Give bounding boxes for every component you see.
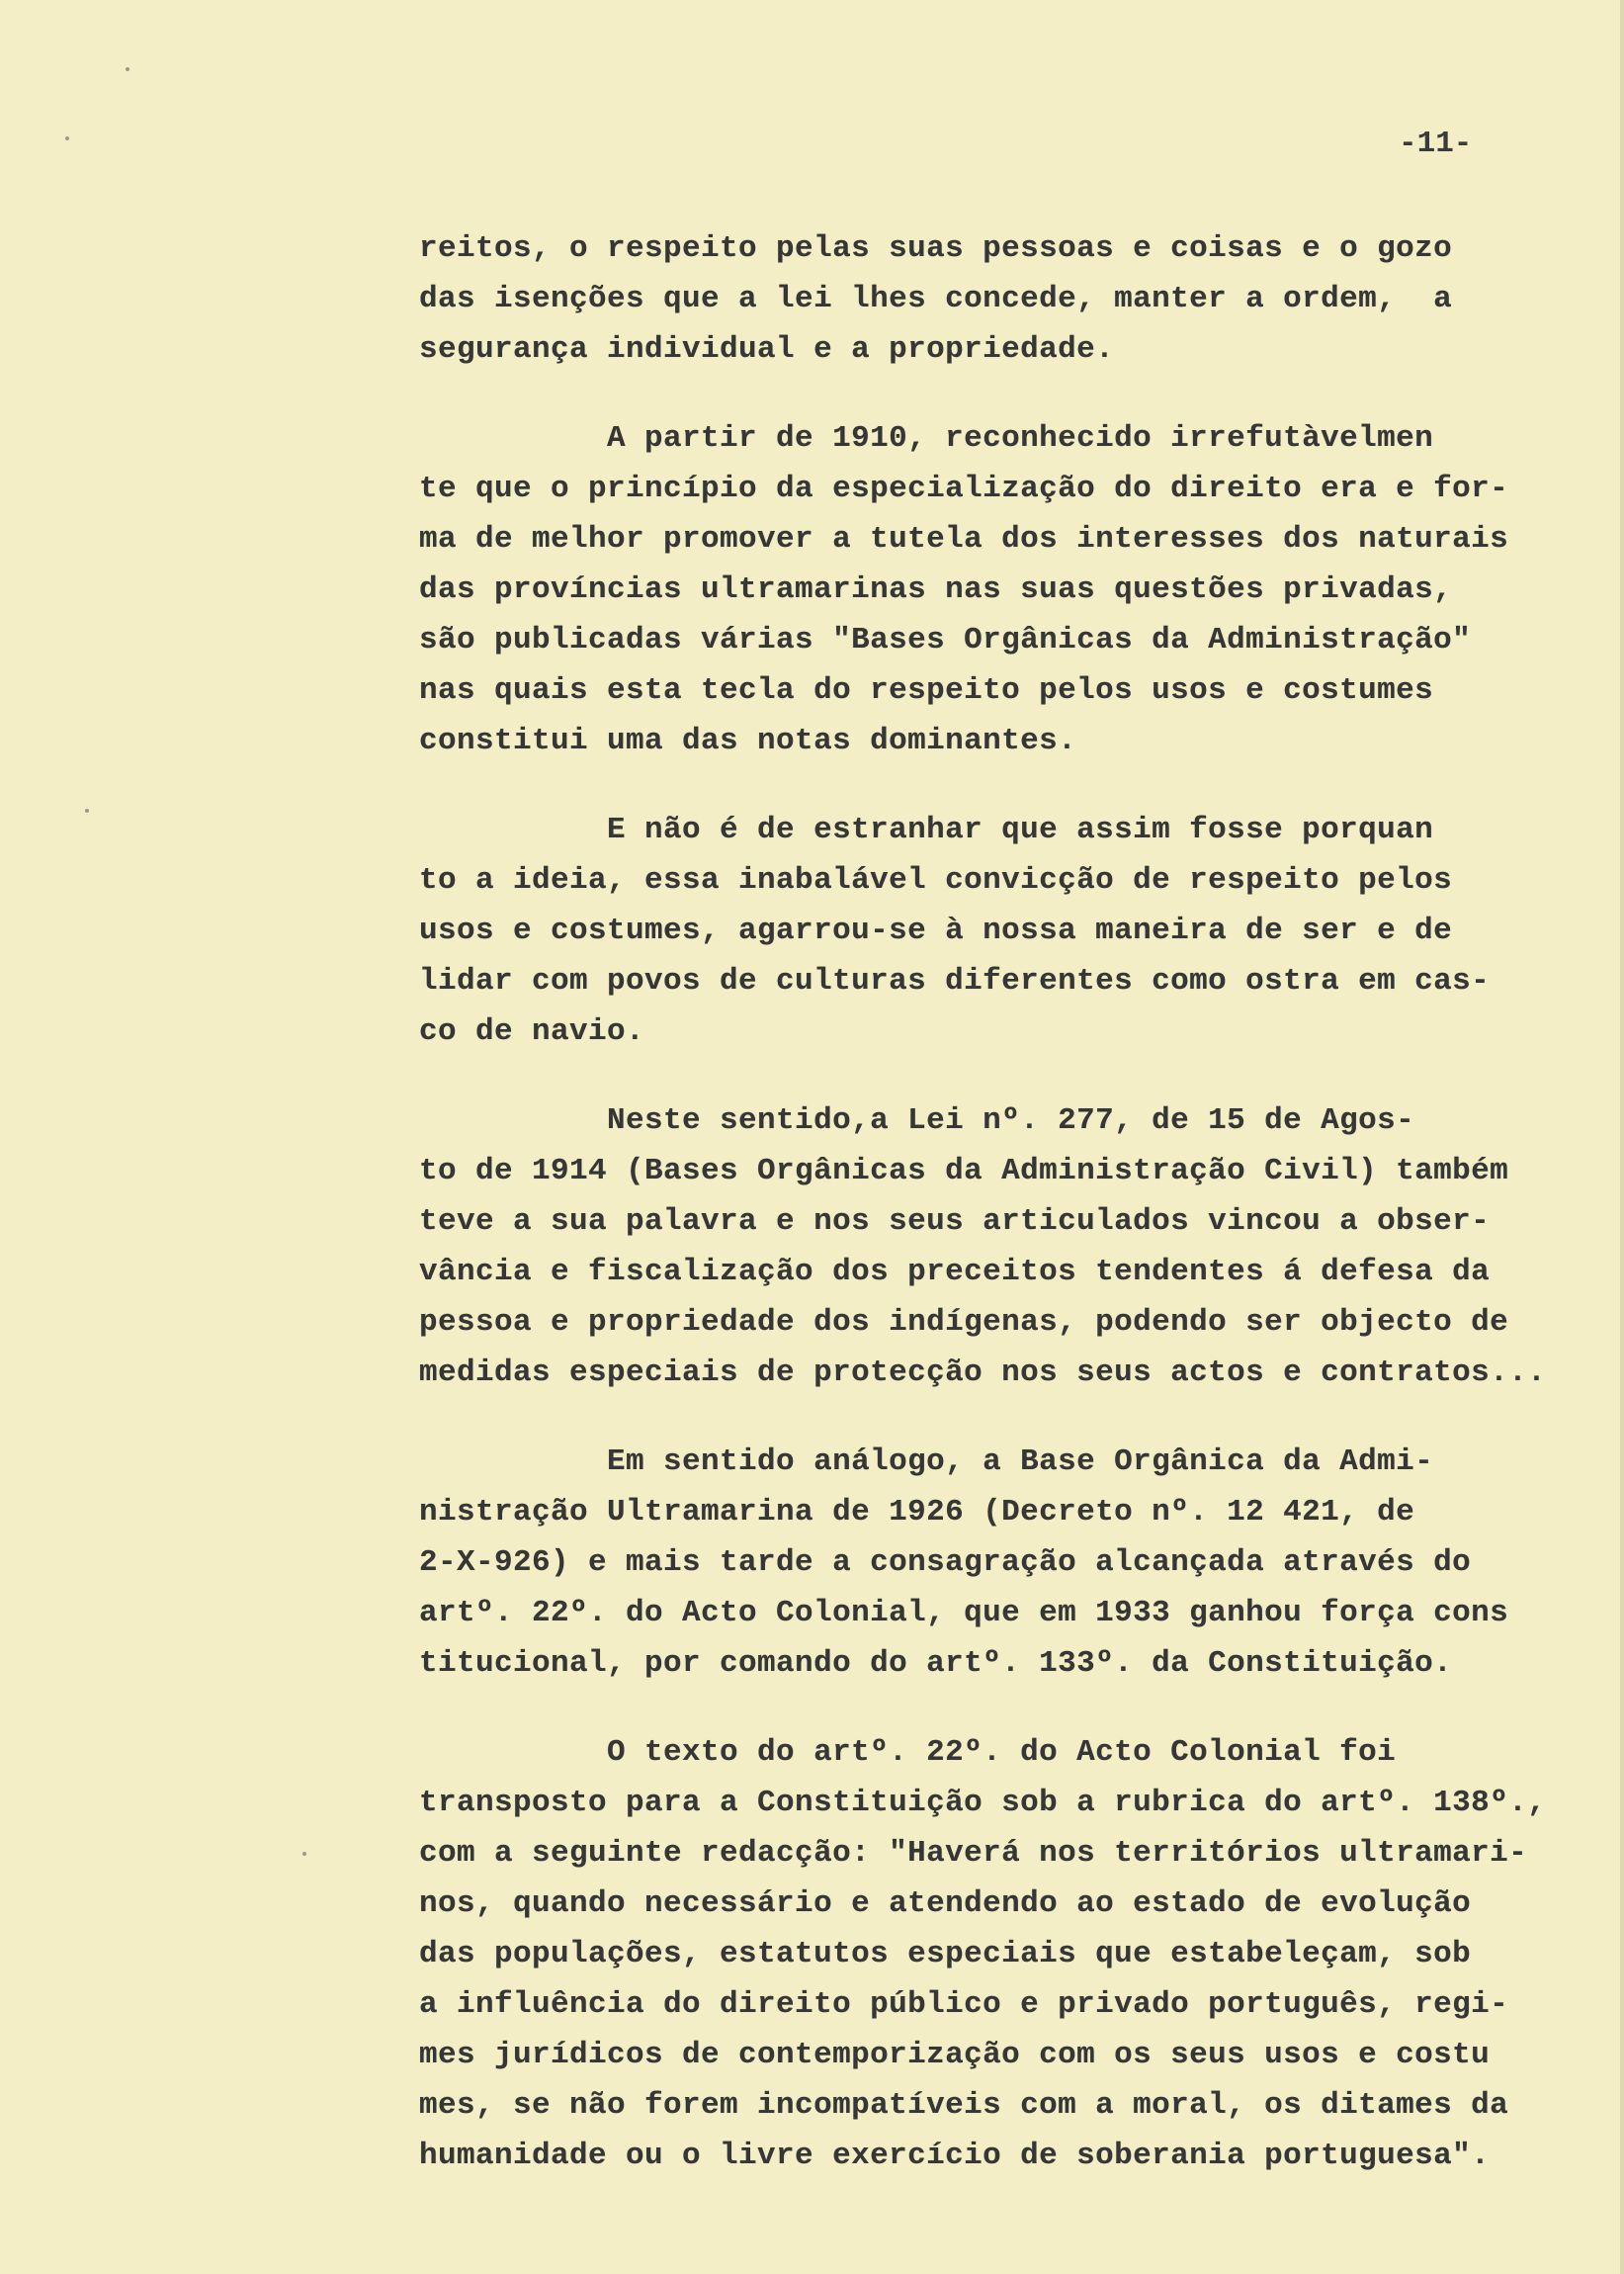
text-line: usos e costumes, agarrou-se à nossa maneira de ser e de bbox=[419, 914, 1453, 948]
text-line: das províncias ultramarinas nas suas questões privadas, bbox=[419, 572, 1453, 607]
text-line: mes, se não forem incompatíveis com a moral, os ditames da bbox=[419, 2088, 1509, 2123]
text-line: E não é de estranhar que assim fosse porquan bbox=[419, 813, 1434, 847]
paper-speck bbox=[302, 1852, 306, 1856]
text-line: das isenções que a lei lhes concede, manter a ordem, a bbox=[419, 282, 1453, 316]
text-line: A partir de 1910, reconhecido irrefutàvelmen bbox=[419, 421, 1434, 456]
text-line: titucional, por comando do artº. 133º. da Constituição. bbox=[419, 1646, 1453, 1681]
text-line: das populações, estatutos especiais que estabeleçam, sob bbox=[419, 1937, 1472, 1971]
text-line: ma de melhor promover a tutela dos interesses dos naturais bbox=[419, 522, 1509, 557]
text-line: vância e fiscalização dos preceitos tendentes á defesa da bbox=[419, 1255, 1491, 1289]
text-line: nistração Ultramarina de 1926 (Decreto nº. 12 421, de bbox=[419, 1495, 1415, 1530]
text-line: O texto do artº. 22º. do Acto Colonial foi bbox=[419, 1735, 1397, 1770]
paragraph bbox=[419, 223, 1581, 375]
text-line: com a seguinte redacção: "Haverá nos territórios ultramari- bbox=[419, 1836, 1528, 1871]
body-text bbox=[419, 223, 1581, 2220]
text-line: Neste sentido,a Lei nº. 277, de 15 de Agos- bbox=[419, 1103, 1415, 1138]
paragraph bbox=[419, 1727, 1581, 2181]
paragraph bbox=[419, 413, 1581, 766]
text-line: reitos, o respeito pelas suas pessoas e coisas e o gozo bbox=[419, 231, 1453, 266]
text-line: 2-X-926) e mais tarde a consagração alcançada através do bbox=[419, 1545, 1472, 1580]
page-number: -11- bbox=[1399, 127, 1473, 161]
paragraph bbox=[419, 1095, 1581, 1398]
text-line: lidar com povos de culturas diferentes como ostra em cas- bbox=[419, 964, 1491, 999]
text-line: humanidade ou o livre exercício de soberania portuguesa". bbox=[419, 2139, 1491, 2173]
text-line: constitui uma das notas dominantes. bbox=[419, 724, 1077, 758]
text-line: mes jurídicos de contemporização com os seus usos e costu bbox=[419, 2038, 1491, 2072]
text-line: te que o princípio da especialização do direito era e for- bbox=[419, 472, 1509, 506]
text-line: to de 1914 (Bases Orgânicas da Administração Civil) também bbox=[419, 1154, 1509, 1188]
text-line: nos, quando necessário e atendendo ao estado de evolução bbox=[419, 1886, 1472, 1921]
paragraph bbox=[419, 805, 1581, 1057]
paper-speck bbox=[65, 136, 69, 140]
text-line: Em sentido análogo, a Base Orgânica da Admi- bbox=[419, 1444, 1434, 1479]
text-line: a influência do direito público e privado português, regi- bbox=[419, 1987, 1509, 2022]
text-line: teve a sua palavra e nos seus articulados vincou a obser- bbox=[419, 1204, 1491, 1239]
text-line: segurança individual e a propriedade. bbox=[419, 332, 1115, 367]
paper-speck bbox=[85, 809, 89, 813]
text-line: são publicadas várias "Bases Orgânicas da Administração" bbox=[419, 623, 1472, 657]
paragraph bbox=[419, 1437, 1581, 1689]
text-line: artº. 22º. do Acto Colonial, que em 1933 ganhou força cons bbox=[419, 1596, 1509, 1630]
text-line: to a ideia, essa inabalável convicção de respeito pelos bbox=[419, 863, 1453, 898]
text-line: co de navio. bbox=[419, 1014, 645, 1049]
paper-speck bbox=[126, 67, 129, 71]
text-line: pessoa e propriedade dos indígenas, podendo ser objecto de bbox=[419, 1305, 1509, 1340]
text-line: transposto para a Constituição sob a rubrica do artº. 138º., bbox=[419, 1786, 1547, 1820]
page-edge bbox=[1620, 0, 1624, 2274]
text-line: nas quais esta tecla do respeito pelos usos e costumes bbox=[419, 673, 1434, 708]
text-line: medidas especiais de protecção nos seus actos e contratos... bbox=[419, 1356, 1547, 1390]
